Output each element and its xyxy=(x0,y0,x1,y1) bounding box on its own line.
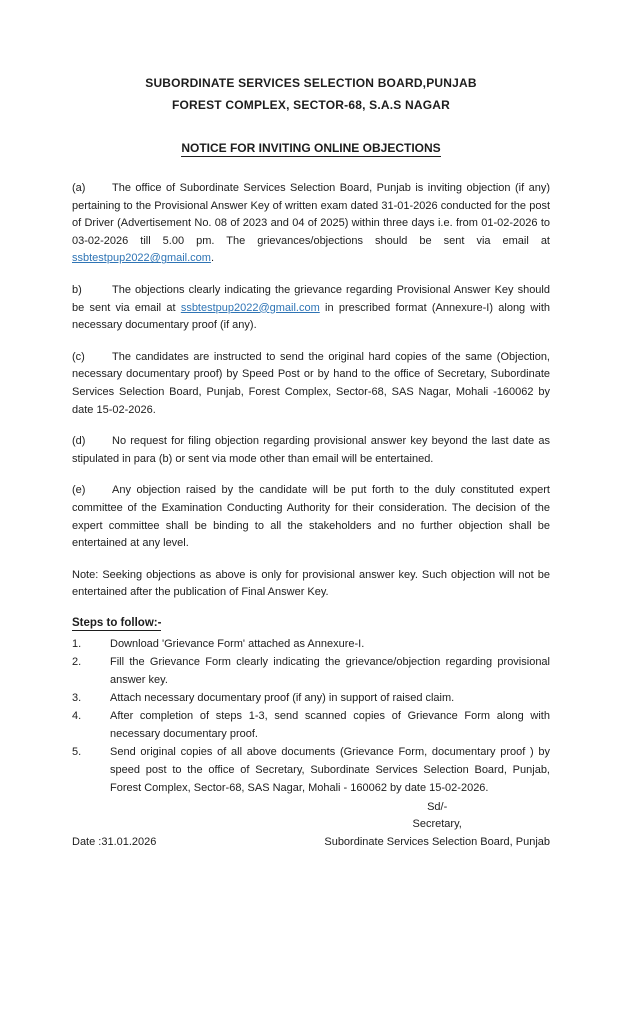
step-number-3: 3. xyxy=(72,691,82,704)
paragraph-d xyxy=(72,433,550,468)
paragraph-c-text: The candidates are instructed to send the original hard copies of the same (Objection, necessary documentary proof) by Speed Post or by hand to the office of Secretary, Subordinate Services Selection Board, Punjab, Forest Complex, Sector-68, SAS Nagar, Mohali -160062 by date 15-02-2026. xyxy=(72,350,550,416)
paragraph-b xyxy=(72,282,550,335)
step-text-3: Attach necessary documentary proof (if any) in support of raised claim. xyxy=(110,691,455,704)
paragraph-d-text: No request for filing objection regarding provisional answer key beyond the last date as stipulated in para (b) or sent via mode other than email will be entertained. xyxy=(72,435,550,465)
paragraph-e xyxy=(72,482,550,552)
paragraph-a-text: The office of Subordinate Services Selection Board, Punjab is inviting objection (if any) pertaining to the Provisional Answer Key of written exam dated 31-01-2026 conducted for the post of Driver (Advertisement No. 08 of 2023 and 04 of 2025) within three days i.e. from 01-02-2026 to 03-02-2026 till 5.00 pm. The grievances/objections should be sent via email at xyxy=(72,182,550,247)
step-number-2: 2. xyxy=(72,655,82,668)
email-link-b[interactable]: ssbtestpup2022@gmail.com xyxy=(180,301,320,314)
paragraph-a xyxy=(72,180,550,268)
signature-org: Subordinate Services Selection Board, Punjab xyxy=(324,836,550,849)
notice-title: NOTICE FOR INVITING ONLINE OBJECTIONS xyxy=(181,141,441,155)
step-number-5: 5. xyxy=(72,745,82,758)
paragraph-d-label: (d) xyxy=(72,435,86,448)
step-item-1 xyxy=(72,635,550,653)
step-item-3 xyxy=(72,689,550,707)
note-paragraph: Note: Seeking objections as above is only for provisional answer key. Such objection will not be entertained after the publication of Final Answer Key. xyxy=(72,568,550,599)
step-item-2 xyxy=(72,653,550,689)
step-item-4 xyxy=(72,707,550,743)
notice-title-row xyxy=(72,140,550,156)
steps-heading: Steps to follow:- xyxy=(72,616,162,629)
step-text-1: Download 'Grievance Form' attached as Annexure-I. xyxy=(110,637,365,650)
paragraph-b-text: The objections clearly indicating the grievance regarding Provisional Answer Key should be sent via email at xyxy=(72,283,550,314)
step-item-5 xyxy=(72,743,550,797)
paragraph-a-text-end: . xyxy=(210,252,215,265)
paragraph-b-label: b) xyxy=(72,283,82,296)
paragraph-e-text: Any objection raised by the candidate will be put forth to the duly constituted expert committee of the Examination Conducting Authority for their consideration. The decision of the expert committee shall be binding to all the stakeholders and no further objection shall be entertained at any level. xyxy=(72,484,550,550)
signature-area xyxy=(72,799,550,852)
step-text-5: Send original copies of all above documents (Grievance Form, documentary proof ) by speed post to the office of Secretary, Subordinate Services Selection Board, Punjab, Forest Complex, Sector-68, SAS Nagar, Mohali - 160062 by date 15-02-2026. xyxy=(110,745,550,794)
steps-list xyxy=(72,635,550,797)
step-number-1: 1. xyxy=(72,637,82,650)
org-title-line2: FOREST COMPLEX, SECTOR-68, S.A.S NAGAR xyxy=(171,98,451,112)
step-text-4: After completion of steps 1-3, send scanned copies of Grievance Form along with necessary documentary proof. xyxy=(110,709,550,740)
notice-date: Date :31.01.2026 xyxy=(72,836,157,849)
step-text-2: Fill the Grievance Form clearly indicating the grievance/objection regarding provisional answer key. xyxy=(110,655,550,686)
paragraph-b-text-end: in prescribed format (Annexure-I) along with necessary documentary proof (if any). xyxy=(72,301,550,332)
email-link-a[interactable]: ssbtestpup2022@gmail.com xyxy=(72,252,211,265)
signature-role: Secretary, xyxy=(412,818,462,831)
paragraph-c-label: (c) xyxy=(72,350,85,363)
org-title-line1: SUBORDINATE SERVICES SELECTION BOARD,PUNJAB xyxy=(145,76,477,90)
paragraph-e-label: (e) xyxy=(72,484,86,497)
paragraph-c xyxy=(72,349,550,419)
paragraph-a-label: (a) xyxy=(72,182,86,194)
signature-block xyxy=(324,799,550,852)
step-number-4: 4. xyxy=(72,709,82,722)
signature-sd: Sd/- xyxy=(427,800,448,813)
steps-heading-row xyxy=(72,615,550,632)
